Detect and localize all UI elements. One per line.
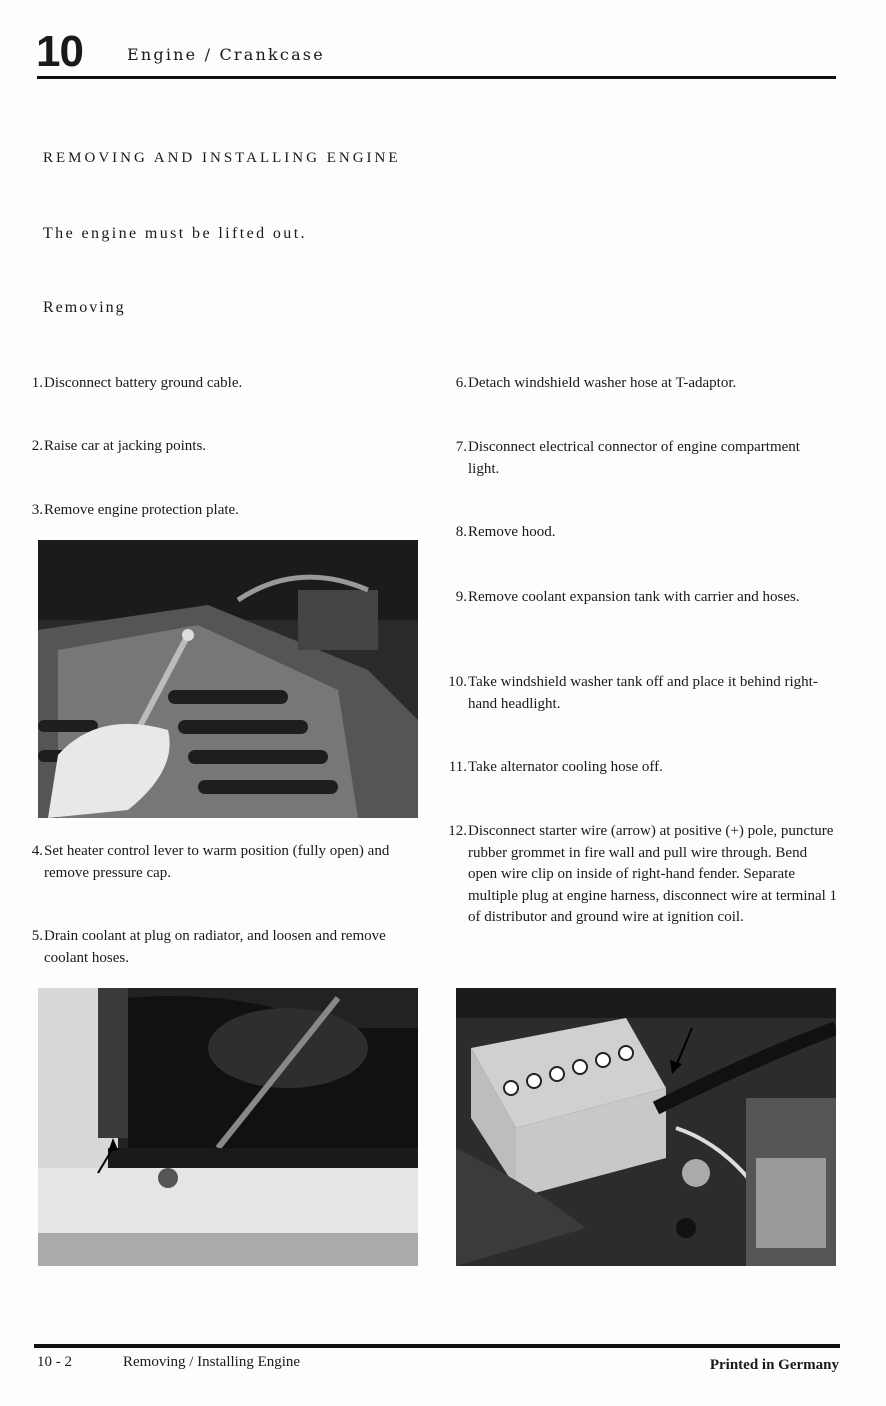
step-number: 5. — [31, 928, 43, 944]
step-number: 10. — [448, 674, 467, 690]
step-number: 2. — [31, 438, 43, 454]
step-text: Disconnect electrical connector of engine compartment light. — [468, 439, 800, 477]
step-number: 8. — [455, 524, 467, 540]
step-number: 6. — [455, 375, 467, 391]
header-rule — [37, 76, 836, 79]
header-title: Engine / Crankcase — [127, 45, 325, 64]
footer-title: Removing / Installing Engine — [123, 1354, 301, 1370]
step-text: Detach windshield washer hose at T-adaptor. — [468, 375, 737, 391]
step-12 — [444, 821, 839, 929]
chapter-number: 10 — [36, 27, 83, 76]
subheading: Removing — [43, 299, 126, 316]
step-9 — [444, 587, 834, 609]
battery-starter-wire-photo — [456, 988, 836, 1266]
step-number: 11. — [448, 759, 467, 775]
step-8 — [444, 522, 824, 544]
step-number: 3. — [31, 502, 43, 518]
step-number: 1. — [31, 375, 43, 391]
step-text: Remove hood. — [468, 524, 556, 540]
step-text: Disconnect battery ground cable. — [44, 375, 243, 391]
step-7 — [444, 437, 824, 480]
step-2 — [20, 436, 400, 458]
step-4 — [20, 841, 400, 884]
intro-text: The engine must be lifted out. — [43, 225, 307, 242]
step-10 — [444, 672, 834, 715]
section-title: REMOVING AND INSTALLING ENGINE — [43, 150, 401, 166]
step-number: 12. — [448, 823, 467, 839]
step-text: Remove engine protection plate. — [44, 502, 239, 518]
step-3 — [20, 500, 400, 522]
step-1 — [20, 373, 400, 395]
step-text: Raise car at jacking points. — [44, 438, 207, 454]
step-text: Disconnect starter wire (arrow) at positive (+) pole, puncture rubber grommet in fire wall and pull wire through. Bend open wire clip on inside of right-hand fender. Separate multiple plug at engine harness, disconnect wire at terminal 1 of distributor and ground wire at ignition coil. — [468, 823, 838, 925]
step-number: 4. — [31, 843, 43, 859]
radiator-drain-photo — [38, 988, 418, 1266]
page-number: 10 - 2 — [37, 1354, 72, 1370]
step-text: Remove coolant expansion tank with carrier and hoses. — [468, 589, 800, 605]
step-number: 9. — [455, 589, 467, 605]
step-number: 7. — [455, 439, 467, 455]
footer-rule — [34, 1344, 840, 1348]
step-text: Set heater control lever to warm position (fully open) and remove pressure cap. — [44, 843, 390, 881]
engine-protection-plate-photo — [38, 540, 418, 818]
step-text: Take windshield washer tank off and place it behind right-hand headlight. — [468, 674, 818, 712]
step-11 — [444, 757, 834, 779]
step-5 — [20, 926, 410, 969]
printed-in: Printed in Germany — [709, 1357, 839, 1373]
step-text: Take alternator cooling hose off. — [468, 759, 663, 775]
step-6 — [444, 373, 844, 395]
step-text: Drain coolant at plug on radiator, and loosen and remove coolant hoses. — [44, 928, 386, 966]
